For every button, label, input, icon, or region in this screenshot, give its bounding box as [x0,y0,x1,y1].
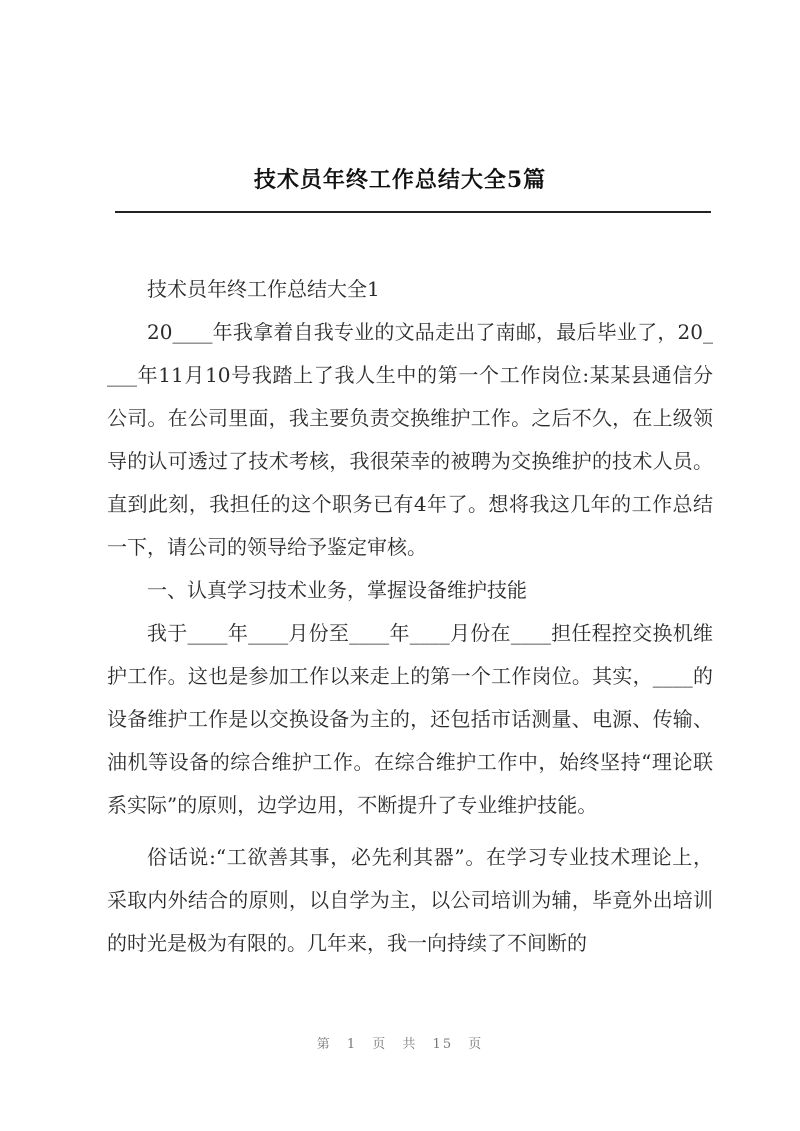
paragraph: 我于____年____月份至____年____月份在____担任程控交换机维护工作。这也是参加工作以来走上的第一个工作岗位。其实，____的设备维护工作是以交换设备为主的，还包括市话测量、电源、传输、油机等设备的综合维护工作。在综合维护工作中，始终坚持“理论联系实际”的原则，边学边用，不断提升了专业维护技能。 [107,621,713,817]
paragraph: 俗话说:“工欲善其事，必先利其器”。在学习专业技术理论上，采取内外结合的原则，以自学为主，以公司培训为辅，毕竟外出培训的时光是极为有限的。几年来，我一向持续了不间断的 [107,845,713,955]
subsection-heading: 一、认真学习技术业务，掌握设备维护技能 [147,578,527,602]
document-body [107,268,713,965]
page-number: 第 1 页 共 15 页 [316,1037,484,1052]
section-heading: 技术员年终工作总结大全1 [147,277,380,301]
paragraph: 20____年我拿着自我专业的文品走出了南邮，最后毕业了，20____年11月10号我踏上了我人生中的第一个工作岗位:某某县通信分公司。在公司里面，我主要负责交换维护工作。之后不久，在上级领导的认可透过了技术考核，我很荣幸的被聘为交换维护的技术人员。直到此刻，我担任的这个职务已有4年了。想将我这几年的工作总结一下，请公司的领导给予鉴定审核。 [107,320,713,559]
title-divider [115,211,711,213]
document-title: 技术员年终工作总结大全5篇 [253,167,547,193]
